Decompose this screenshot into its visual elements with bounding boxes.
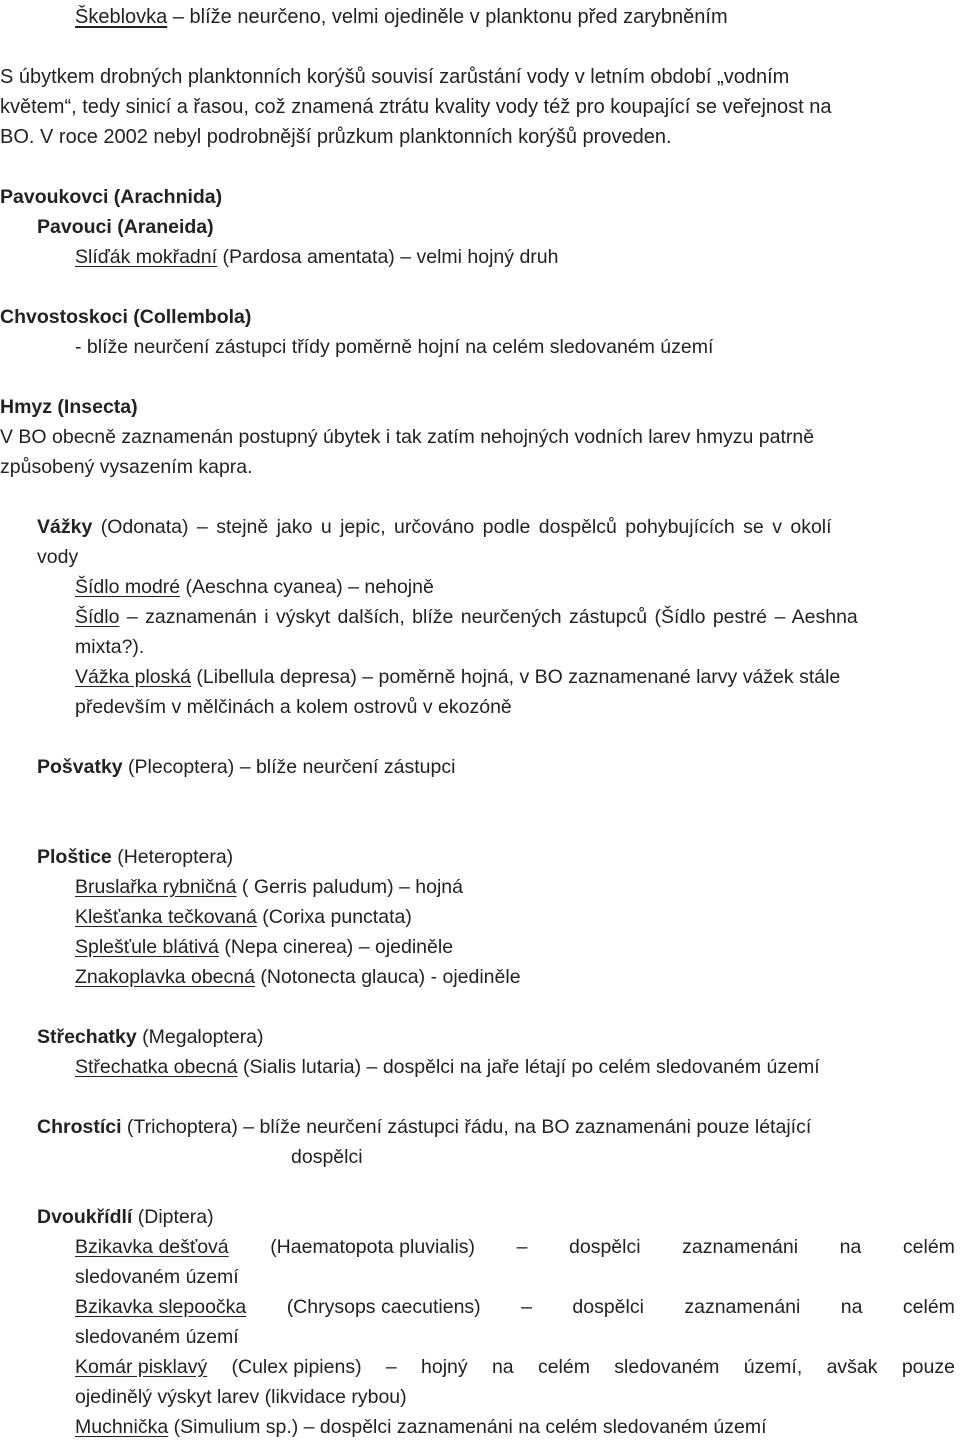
word: –	[521, 1296, 532, 1318]
species-line-justified	[75, 1292, 955, 1322]
order-line	[37, 842, 233, 872]
species-note-cont: sledovaném území	[75, 1266, 239, 1288]
order-line	[37, 1202, 214, 1232]
order-note: (Plecoptera) – blíže neurčení zástupci	[122, 756, 456, 778]
species-name: Znakoplavka obecná	[75, 966, 255, 988]
heading-class: Hmyz (Insecta)	[0, 396, 138, 418]
species-line	[75, 1412, 767, 1442]
order-name: Dvoukřídlí	[37, 1206, 133, 1228]
species-note-cont: ojedinělý výskyt larev (likvidace rybou)	[75, 1386, 407, 1408]
word: na	[839, 1236, 862, 1258]
species-note-cont: mixta?).	[75, 636, 145, 658]
species-note: – blíže neurčeno, velmi ojediněle v planktonu před zarybněním	[167, 6, 728, 28]
species-name: Bzikavka slepoočka	[75, 1296, 247, 1318]
species-name: Škeblovka	[75, 6, 168, 28]
species-line	[75, 1052, 820, 1082]
species-line	[75, 662, 840, 692]
species-line	[75, 872, 463, 902]
species-note: (Pardosa amentata) – velmi hojný druh	[217, 246, 559, 268]
word: celém	[902, 1296, 955, 1318]
heading-order: Pavouci (Araneida)	[37, 216, 214, 238]
word: zaznamenáni	[684, 1296, 801, 1318]
species-name: Bruslařka rybničná	[75, 876, 237, 898]
species-line	[75, 932, 453, 962]
word: avšak	[826, 1356, 878, 1378]
word: –	[516, 1236, 528, 1258]
order-line	[37, 1112, 811, 1142]
species-name: Klešťanka tečkovaná	[75, 906, 257, 928]
word: hojný	[421, 1356, 468, 1378]
word: (Chrysops caecutiens)	[286, 1296, 481, 1318]
order-note: (Megaloptera)	[136, 1026, 264, 1048]
species-note: (Simulium sp.) – dospělci zaznamenáni na celém sledovaném území	[168, 1416, 767, 1438]
species-name: Vážka ploská	[75, 666, 191, 688]
paragraph-line: S úbytkem drobných planktonních korýšů souvisí zarůstání vody v letním období „vodním	[0, 66, 790, 88]
word: zaznamenáni	[682, 1236, 799, 1258]
paragraph-line: V BO obecně zaznamenán postupný úbytek i tak zatím nehojných vodních larev hmyzu patrně	[0, 426, 815, 448]
species-name: Šídlo modré	[75, 576, 181, 598]
species-note: (Notonecta glauca) - ojediněle	[254, 966, 521, 988]
species-line	[75, 572, 434, 602]
species-note-cont: především v mělčinách a kolem ostrovů v ekozóně	[75, 696, 512, 718]
species-note: (Sialis lutaria) – dospělci na jaře létají po celém sledovaném území	[237, 1056, 820, 1078]
species-line-justified	[75, 1352, 955, 1382]
species-note: (Libellula depresa) – poměrně hojná, v BO zaznamenané larvy vážek stále	[190, 666, 841, 688]
order-line	[37, 1022, 264, 1052]
word: (Culex pipiens)	[231, 1356, 362, 1378]
paragraph-line: BO. V roce 2002 nebyl podrobnější průzkum planktonních korýšů proveden.	[0, 126, 672, 148]
species-note-cont: sledovaném území	[75, 1326, 239, 1348]
species-note: (Corixa punctata)	[256, 906, 412, 928]
heading-class: Pavoukovci (Arachnida)	[0, 186, 223, 208]
word: –	[385, 1356, 397, 1378]
order-note-cont: vody	[37, 546, 79, 568]
species-note: (Nepa cinerea) – ojediněle	[218, 936, 454, 958]
word: na	[840, 1296, 863, 1318]
order-note-cont: dospělci	[291, 1146, 363, 1168]
species-name: Slíďák mokřadní	[75, 246, 218, 268]
species-name: Komár pisklavý	[75, 1356, 208, 1378]
word: pouze	[901, 1356, 955, 1378]
order-note: (Diptera)	[132, 1206, 214, 1228]
word: celém	[902, 1236, 955, 1258]
species-note: – zaznamenán i výskyt dalších, blíže neurčených zástupců (Šídlo pestré – Aeshna	[119, 606, 858, 628]
species-line	[75, 242, 558, 272]
word: území,	[743, 1356, 803, 1378]
species-line	[75, 902, 412, 932]
order-name: Pošvatky	[37, 756, 123, 778]
order-name: Střechatky	[37, 1026, 137, 1048]
word: dospělci	[572, 1296, 644, 1318]
species-name: Šídlo	[75, 606, 120, 628]
species-line-justified	[75, 1232, 955, 1262]
order-name: Chrostíci	[37, 1116, 122, 1138]
species-name: Střechatka obecná	[75, 1056, 238, 1078]
order-note: (Heteroptera)	[111, 846, 234, 868]
class-note: - blíže neurčení zástupci třídy poměrně hojní na celém sledovaném území	[75, 336, 714, 358]
word: dospělci	[569, 1236, 641, 1258]
word: (Haematopota pluvialis)	[270, 1236, 476, 1258]
species-name: Splešťule blátivá	[75, 936, 219, 958]
species-name: Muchnička	[75, 1416, 169, 1438]
order-line	[37, 752, 455, 782]
species-line	[75, 962, 521, 992]
order-line	[37, 512, 957, 542]
order-note: (Odonata) – stejně jako u jepic, určováno podle dospělců pohybujících se v okolí	[92, 516, 832, 538]
species-note: ( Gerris paludum) – hojná	[236, 876, 464, 898]
order-name: Ploštice	[37, 846, 112, 868]
paragraph-line: květem“, tedy sinicí a řasou, což znamená ztrátu kvality vody též pro koupající se veřejnost na	[0, 96, 832, 118]
order-name: Vážky	[37, 516, 93, 538]
species-line	[75, 602, 858, 632]
line-skeblovka	[75, 2, 728, 32]
species-name: Bzikavka dešťová	[75, 1236, 229, 1258]
word: sledovaném	[614, 1356, 720, 1378]
word: na	[491, 1356, 514, 1378]
word: celém	[537, 1356, 590, 1378]
paragraph-line: způsobený vysazením kapra.	[0, 456, 253, 478]
heading-class: Chvostoskoci (Collembola)	[0, 306, 252, 328]
species-note: (Aeschna cyanea) – nehojně	[180, 576, 434, 598]
order-note: (Trichoptera) – blíže neurčení zástupci řádu, na BO zaznamenáni pouze létající	[121, 1116, 812, 1138]
